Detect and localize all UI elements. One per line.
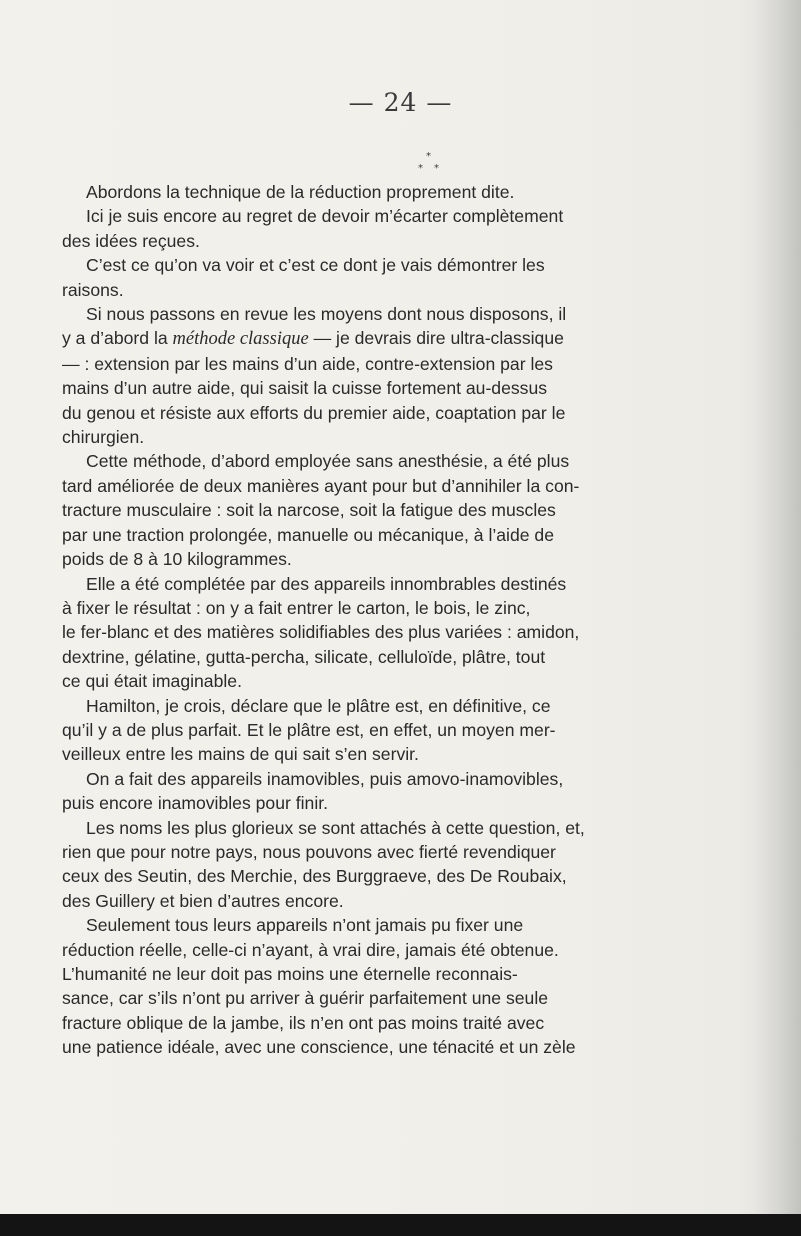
text-line: Ici je suis encore au regret de devoir m’écarter complètement	[86, 206, 564, 227]
text-line: du genou et résiste aux efforts du premier aide, coaptation par le	[62, 402, 566, 423]
text-line: qu’il y a de plus parfait. Et le plâtre est, en effet, un moyen mer-	[62, 719, 556, 740]
text-line: Cette méthode, d’abord employée sans anesthésie, a été plus	[86, 451, 570, 472]
text-segment: y a d’abord la	[62, 328, 173, 349]
text-line: rien que pour notre pays, nous pouvons avec fierté revendiquer	[62, 841, 556, 862]
italic-term: méthode classique	[172, 329, 309, 350]
text-line: des idées reçues.	[62, 230, 200, 251]
text-line: mains d’un autre aide, qui saisit la cuisse fortement au-dessus	[62, 378, 548, 399]
asterism-star: *	[434, 163, 439, 174]
paragraph	[62, 816, 750, 914]
paragraph	[62, 694, 750, 767]
text-line: Hamilton, je crois, déclare que le plâtre est, en définitive, ce	[86, 695, 551, 716]
text-line: dextrine, gélatine, gutta-percha, silicate, celluloïde, plâtre, tout	[62, 646, 546, 667]
text-line: par une traction prolongée, manuelle ou mécanique, à l’aide de	[62, 524, 554, 545]
text-line: C’est ce qu’on va voir et c’est ce dont je vais démontrer les	[86, 255, 545, 276]
text-line: On a fait des appareils inamovibles, puis amovo-inamovibles,	[86, 768, 564, 789]
asterism	[418, 152, 442, 178]
text-line: Abordons la technique de la réduction proprement dite.	[86, 182, 515, 202]
text-line: ceux des Seutin, des Merchie, des Burggraeve, des De Roubaix,	[62, 866, 567, 887]
text-line: réduction réelle, celle-ci n’ayant, à vrai dire, jamais été obtenue.	[62, 939, 559, 960]
asterism-star: *	[418, 163, 423, 174]
paragraph	[62, 767, 750, 816]
text-line: le fer-blanc et des matières solidifiables des plus variées : amidon,	[62, 622, 580, 643]
paragraph	[62, 913, 750, 1059]
page-edge-shadow	[753, 0, 801, 1236]
text-line: fracture oblique de la jambe, ils n’en ont pas moins traité avec	[62, 1012, 545, 1033]
text-segment: — je devrais dire ultra-classique	[308, 328, 564, 349]
text-line: chirurgien.	[62, 427, 145, 448]
text-line: une patience idéale, avec une conscience, une ténacité et un zèle	[62, 1037, 576, 1058]
text-line: Les noms les plus glorieux se sont attachés à cette question, et,	[86, 817, 585, 838]
paragraph	[62, 449, 750, 571]
text-line: raisons.	[62, 279, 124, 300]
body-text	[62, 180, 750, 1060]
text-line: des Guillery et bien d’autres encore.	[62, 890, 344, 911]
paragraph	[62, 204, 750, 253]
text-line: Si nous passons en revue les moyens dont nous disposons, il	[86, 304, 567, 325]
text-line: Seulement tous leurs appareils n’ont jamais pu fixer une	[86, 915, 524, 936]
text-line	[62, 326, 750, 351]
paragraph	[62, 572, 750, 694]
text-line: ce qui était imaginable.	[62, 671, 242, 692]
text-line: — : extension par les mains d’un aide, contre-extension par les	[62, 353, 553, 374]
text-line: L’humanité ne leur doit pas moins une éternelle reconnais-	[62, 964, 518, 984]
text-line: sance, car s’ils n’ont pu arriver à guérir parfaitement une seule	[62, 988, 549, 1009]
paragraph	[62, 180, 750, 204]
paragraph	[62, 253, 750, 302]
text-line: tracture musculaire : soit la narcose, soit la fatigue des muscles	[62, 500, 556, 521]
text-line: Elle a été complétée par des appareils innombrables destinés	[86, 573, 567, 594]
text-line: puis encore inamovibles pour finir.	[62, 793, 329, 814]
text-line: tard améliorée de deux manières ayant pour but d’annihiler la con-	[62, 475, 580, 496]
text-line: poids de 8 à 10 kilogrammes.	[62, 549, 292, 570]
scan-bottom-band	[0, 1214, 801, 1236]
page-number: — 24 —	[348, 88, 453, 117]
text-line: à fixer le résultat : on y a fait entrer le carton, le bois, le zinc,	[62, 597, 531, 618]
asterism-star: *	[426, 151, 431, 162]
text-line: veilleux entre les mains de qui sait s’en servir.	[62, 744, 419, 765]
paragraph	[62, 302, 750, 449]
